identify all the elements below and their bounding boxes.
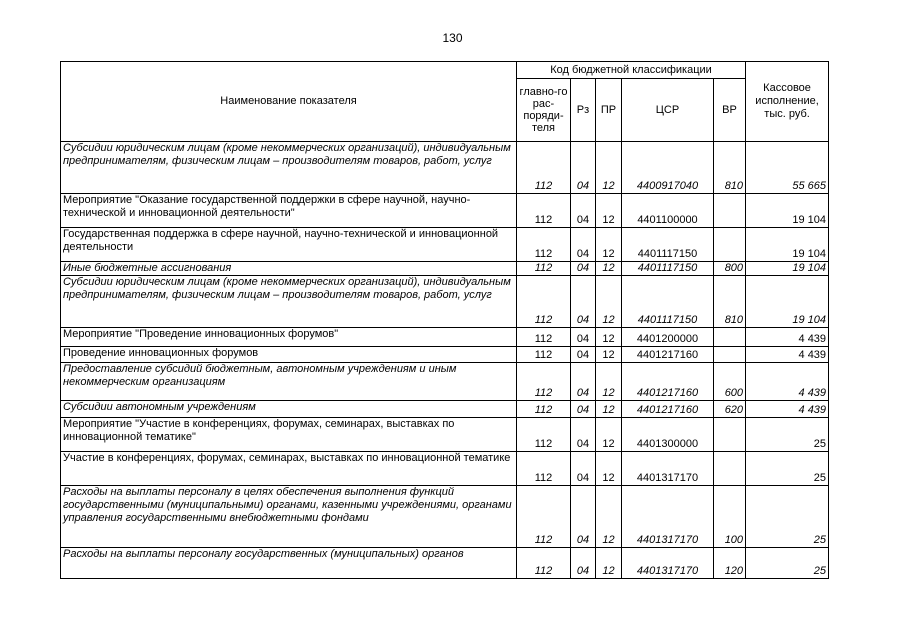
row-rz: 04 <box>571 262 596 276</box>
row-grbs: 112 <box>517 548 571 579</box>
row-pr: 12 <box>596 228 622 262</box>
row-csr: 4401100000 <box>622 194 714 228</box>
header-csr: ЦСР <box>622 79 714 142</box>
row-rz: 04 <box>571 328 596 347</box>
row-amount: 4 439 <box>746 328 829 347</box>
row-pr: 12 <box>596 142 622 194</box>
row-csr: 4401217160 <box>622 347 714 363</box>
row-vr <box>714 194 746 228</box>
row-rz: 04 <box>571 142 596 194</box>
row-rz: 04 <box>571 194 596 228</box>
row-name: Субсидии юридическим лицам (кроме некоммерческих организаций), индивидуальным предпринимателям, физическим лицам – производителям товаров, работ, услуг <box>61 142 517 194</box>
header-rz: Рз <box>571 79 596 142</box>
row-amount: 19 104 <box>746 276 829 328</box>
table-row <box>61 548 829 579</box>
row-grbs: 112 <box>517 347 571 363</box>
row-vr <box>714 347 746 363</box>
table-row <box>61 401 829 418</box>
row-grbs: 112 <box>517 328 571 347</box>
row-vr <box>714 228 746 262</box>
row-grbs: 112 <box>517 452 571 486</box>
row-amount: 25 <box>746 486 829 548</box>
row-vr: 620 <box>714 401 746 418</box>
row-vr <box>714 418 746 452</box>
table-row <box>61 276 829 328</box>
row-rz: 04 <box>571 486 596 548</box>
row-rz: 04 <box>571 418 596 452</box>
row-grbs: 112 <box>517 228 571 262</box>
row-pr: 12 <box>596 363 622 401</box>
row-vr <box>714 328 746 347</box>
row-vr: 120 <box>714 548 746 579</box>
row-amount: 19 104 <box>746 262 829 276</box>
row-csr: 4401317170 <box>622 452 714 486</box>
row-grbs: 112 <box>517 418 571 452</box>
row-csr: 4401317170 <box>622 548 714 579</box>
table-row <box>61 452 829 486</box>
row-amount: 4 439 <box>746 401 829 418</box>
row-grbs: 112 <box>517 276 571 328</box>
row-csr: 4401117150 <box>622 262 714 276</box>
row-grbs: 112 <box>517 262 571 276</box>
row-grbs: 112 <box>517 401 571 418</box>
header-vr: ВР <box>714 79 746 142</box>
row-rz: 04 <box>571 401 596 418</box>
row-vr: 100 <box>714 486 746 548</box>
row-pr: 12 <box>596 194 622 228</box>
row-name: Расходы на выплаты персоналу государственных (муниципальных) органов <box>61 548 517 579</box>
row-vr: 600 <box>714 363 746 401</box>
row-name: Мероприятие "Оказание государственной поддержки в сфере научной, научно-технической и инновационной деятельности" <box>61 194 517 228</box>
row-pr: 12 <box>596 548 622 579</box>
row-rz: 04 <box>571 228 596 262</box>
row-amount: 55 665 <box>746 142 829 194</box>
table-row <box>61 347 829 363</box>
table-row <box>61 262 829 276</box>
row-name: Государственная поддержка в сфере научной, научно-технической и инновационной деятельности <box>61 228 517 262</box>
row-name: Субсидии автономным учреждениям <box>61 401 517 418</box>
table-row <box>61 142 829 194</box>
row-name: Субсидии юридическим лицам (кроме некоммерческих организаций), индивидуальным предпринимателям, физическим лицам – производителям товаров, работ, услуг <box>61 276 517 328</box>
row-amount: 19 104 <box>746 228 829 262</box>
row-vr: 810 <box>714 276 746 328</box>
row-pr: 12 <box>596 452 622 486</box>
row-name: Иные бюджетные ассигнования <box>61 262 517 276</box>
table-body <box>61 142 829 579</box>
row-name: Мероприятие "Участие в конференциях, форумах, семинарах, выставках по инновационной тематике" <box>61 418 517 452</box>
row-rz: 04 <box>571 276 596 328</box>
row-rz: 04 <box>571 452 596 486</box>
row-amount: 4 439 <box>746 363 829 401</box>
header-name: Наименование показателя <box>61 62 517 142</box>
budget-table <box>60 61 829 579</box>
row-csr: 4401300000 <box>622 418 714 452</box>
table-row <box>61 194 829 228</box>
row-name: Предоставление субсидий бюджетным, автономным учреждениям и иным некоммерческим организациям <box>61 363 517 401</box>
row-grbs: 112 <box>517 142 571 194</box>
row-csr: 4401117150 <box>622 228 714 262</box>
row-amount: 4 439 <box>746 347 829 363</box>
row-vr: 810 <box>714 142 746 194</box>
row-rz: 04 <box>571 548 596 579</box>
row-pr: 12 <box>596 328 622 347</box>
header-pr: ПР <box>596 79 622 142</box>
header-code-group: Код бюджетной классификации <box>517 62 746 79</box>
row-pr: 12 <box>596 401 622 418</box>
row-amount: 25 <box>746 418 829 452</box>
row-pr: 12 <box>596 347 622 363</box>
table-row <box>61 418 829 452</box>
row-grbs: 112 <box>517 363 571 401</box>
table-row <box>61 328 829 347</box>
row-rz: 04 <box>571 363 596 401</box>
row-name: Расходы на выплаты персоналу в целях обеспечения выполнения функций государственными (муниципальными) органами, казенными учреждениями, органами управления государственными внебюджетными фондами <box>61 486 517 548</box>
row-pr: 12 <box>596 262 622 276</box>
row-name: Участие в конференциях, форумах, семинарах, выставках по инновационной тематике <box>61 452 517 486</box>
table-row <box>61 363 829 401</box>
table-header <box>61 62 829 142</box>
page-number: 130 <box>442 31 463 45</box>
row-grbs: 112 <box>517 486 571 548</box>
row-rz: 04 <box>571 347 596 363</box>
row-vr: 800 <box>714 262 746 276</box>
table-row <box>61 486 829 548</box>
row-csr: 4401317170 <box>622 486 714 548</box>
row-pr: 12 <box>596 418 622 452</box>
row-amount: 19 104 <box>746 194 829 228</box>
row-name: Проведение инновационных форумов <box>61 347 517 363</box>
header-grbs: главно-го рас-поряди-теля <box>517 79 571 142</box>
row-csr: 4401217160 <box>622 401 714 418</box>
header-amount: Кассовое исполнение, тыс. руб. <box>746 62 829 142</box>
row-csr: 4401117150 <box>622 276 714 328</box>
table-row <box>61 228 829 262</box>
row-csr: 4400917040 <box>622 142 714 194</box>
row-csr: 4401217160 <box>622 363 714 401</box>
row-amount: 25 <box>746 452 829 486</box>
row-name: Мероприятие "Проведение инновационных форумов" <box>61 328 517 347</box>
row-grbs: 112 <box>517 194 571 228</box>
row-csr: 4401200000 <box>622 328 714 347</box>
row-vr <box>714 452 746 486</box>
row-pr: 12 <box>596 486 622 548</box>
row-amount: 25 <box>746 548 829 579</box>
row-pr: 12 <box>596 276 622 328</box>
